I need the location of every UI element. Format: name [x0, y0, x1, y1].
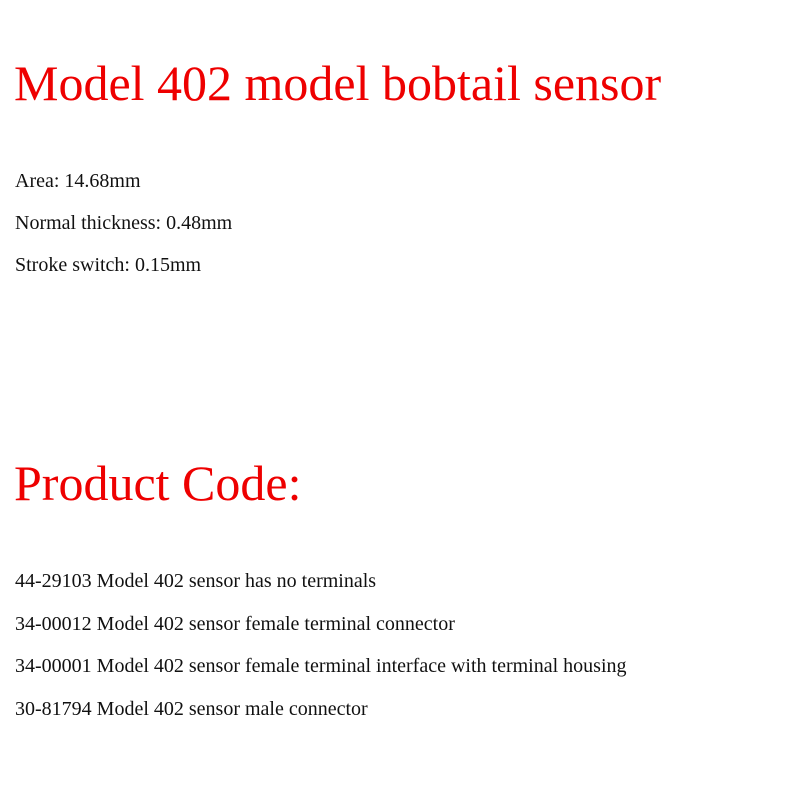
spec-area: Area: 14.68mm [15, 170, 141, 192]
page-title: Model 402 model bobtail sensor [14, 55, 662, 111]
product-code-item: 34-00012 Model 402 sensor female terminal connector [15, 612, 455, 635]
product-code-item: 34-00001 Model 402 sensor female terminal interface with terminal housing [15, 655, 627, 677]
product-code-item: 30-81794 Model 402 sensor male connector [15, 697, 368, 720]
spec-list [15, 160, 232, 286]
product-code-heading: Product Code: [14, 455, 302, 511]
product-code-list [15, 560, 627, 730]
spec-normal-thickness: Normal thickness: 0.48mm [15, 212, 233, 234]
spec-stroke-switch: Stroke switch: 0.15mm [15, 254, 202, 276]
product-code-item: 44-29103 Model 402 sensor has no terminals [15, 570, 377, 592]
